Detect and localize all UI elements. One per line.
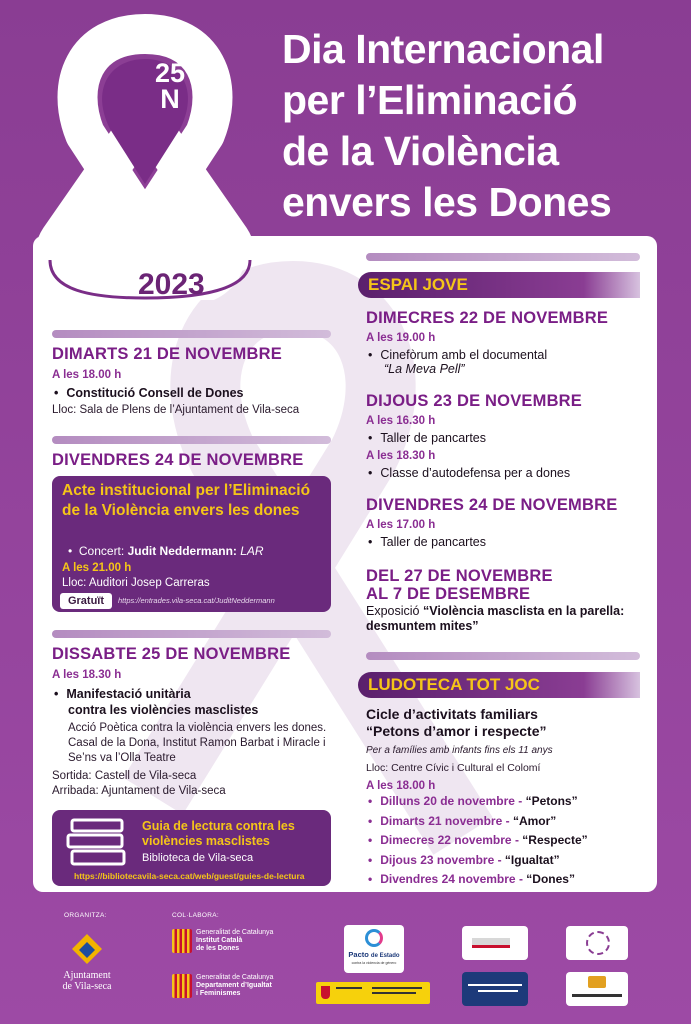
year: 2023 — [138, 268, 205, 301]
gobierno-band — [336, 987, 362, 989]
badge-number: 25 — [154, 58, 186, 88]
time-label: A les 18.30 h — [52, 669, 122, 681]
list-item — [366, 833, 588, 853]
gen1-line-b: Institut Català — [196, 937, 243, 944]
spain-shield-icon — [321, 986, 330, 999]
tickets-link[interactable]: https://entrades.vila-seca.cat/JuditNeddermann — [118, 596, 275, 605]
day-heading-dimarts-21: DIMARTS 21 DE NOVEMBRE — [52, 345, 282, 363]
time-label: A les 19.00 h — [366, 332, 436, 344]
title-line-3: de la Violència — [282, 128, 559, 174]
ajuntament-line-2: de Vila-seca — [62, 981, 112, 992]
gen2-line-b: Departament d’Igualtat — [196, 982, 272, 989]
departament-igualtat-logo-text — [196, 974, 273, 998]
day-heading-del-27: DEL 27 DE NOVEMBRE — [366, 567, 553, 585]
start-point: Sortida: Castell de Vila-seca — [52, 770, 197, 782]
day-heading-divendres-24: DIVENDRES 24 DE NOVEMBRE — [52, 451, 304, 469]
concert-line: • Concert: Judit Neddermann: LAR — [68, 544, 264, 558]
organitza-label: ORGANITZA: — [64, 912, 107, 919]
film-title: “La Meva Pell” — [384, 362, 465, 376]
separator: - — [511, 833, 523, 847]
activity-name: “Dones” — [526, 872, 575, 886]
biblioteca-vila-seca-logo — [462, 926, 528, 960]
concert-artist: Judit Neddermann: — [127, 544, 241, 558]
separator: - — [502, 813, 513, 828]
pacto-estado-logo — [344, 925, 404, 973]
badge-letter: N — [160, 84, 180, 114]
separator-bar — [366, 652, 640, 660]
time-label: A les 16.30 h — [366, 415, 436, 427]
day-heading-divendres-24-jove: DIVENDRES 24 DE NOVEMBRE — [366, 496, 618, 514]
reading-guide-title: Guia de lectura contra les violències masclistes — [142, 819, 295, 848]
event-description: Se’ns va l’Olla Teatre — [68, 752, 176, 764]
event-description: Acció Poètica contra la violència envers les dones. — [68, 722, 327, 734]
separator: - — [494, 852, 505, 867]
badge-25n — [140, 60, 200, 112]
list-item — [366, 814, 588, 834]
auditori-line — [468, 984, 522, 986]
event-item: • Classe d’autodefensa per a dones — [368, 466, 570, 480]
auditori-josep-carreras-logo — [462, 972, 528, 1006]
day-heading-al-7: AL 7 DE DESEMBRE — [366, 585, 531, 603]
acte-title: Acte institucional per l’Eliminació de la Violència envers les dones — [62, 482, 311, 519]
activity-date: Dijous 23 novembre — [380, 852, 495, 867]
pacto-word: de Estado — [370, 953, 400, 959]
day-heading-dijous-23: DIJOUS 23 DE NOVEMBRE — [366, 392, 583, 410]
ludoteca-place: Lloc: Centre Cívic i Cultural el Colomí — [366, 762, 541, 774]
pacto-line-2: contra la violencia de género — [351, 961, 397, 965]
gobierno-espana-logo — [316, 982, 430, 1004]
separator-bar — [366, 253, 640, 261]
ministerio-band — [372, 992, 416, 994]
reading-guide-library: Biblioteca de Vila-seca — [142, 852, 254, 864]
event-item: • Taller de pancartes — [368, 535, 486, 549]
institut-dones-logo-text — [196, 929, 273, 953]
ajuntament-line-1: Ajuntament — [63, 970, 111, 981]
activity-name: “Amor” — [512, 813, 557, 828]
event-item: • Taller de pancartes — [368, 431, 486, 445]
casal-dona-logo — [566, 926, 628, 960]
list-item — [366, 853, 588, 873]
reading-guide-link[interactable]: https://bibliotecavila-seca.cat/web/guest/guies-de-lectura — [74, 871, 305, 881]
day-heading-dissabte-25: DISSABTE 25 DE NOVEMBRE — [52, 645, 291, 663]
event-item: • Cinefòrum amb el documental — [368, 348, 547, 362]
ludoteca-heading: LUDOTECA TOT JOC — [358, 672, 640, 698]
time-label: A les 18.00 h — [52, 369, 122, 381]
list-item — [366, 794, 588, 814]
books-icon — [66, 816, 130, 868]
title-line-1: Dia Internacional — [282, 26, 604, 72]
activity-date: Dilluns 20 de novembre — [380, 794, 515, 808]
activity-name: “Petons” — [525, 794, 578, 808]
event-item-continued: contra les violències masclistes — [68, 703, 259, 717]
page-title — [282, 24, 682, 228]
end-point: Arribada: Ajuntament de Vila-seca — [52, 785, 226, 797]
gen1-line-a: Generalitat de Catalunya — [196, 929, 274, 936]
separator: - — [514, 794, 526, 808]
free-badge: Gratuït — [60, 593, 112, 609]
time-label: A les 17.00 h — [366, 519, 436, 531]
exhibition-label: Exposició — [366, 604, 423, 618]
espai-jove-heading: ESPAI JOVE — [358, 272, 640, 298]
acte-place: Lloc: Auditori Josep Carreras — [62, 577, 210, 589]
pacto-circle-icon — [365, 929, 383, 947]
ludoteca-cycle-title — [366, 706, 547, 740]
ludoteca-cycle-line-2: “Petons d’amor i respecte” — [366, 723, 547, 739]
concert-label: Concert: — [78, 544, 128, 558]
activity-date: Dimecres 22 novembre — [380, 833, 512, 847]
exhibition-line — [366, 604, 624, 618]
title-line-2: per l’Eliminació — [282, 77, 578, 123]
exhibition-title-continued: desmuntem mites” — [366, 619, 479, 633]
concert-work: LAR — [240, 544, 264, 558]
ludoteca-cycle-line-1: Cicle d’activitats familiars — [366, 706, 538, 722]
collabora-label: COL·LABORA: — [172, 912, 220, 919]
separator-bar — [52, 330, 331, 338]
acte-institucional-box — [52, 476, 331, 612]
title-line-4: envers les Dones — [282, 179, 612, 225]
vila-seca-logo-icon — [70, 932, 104, 966]
day-heading-dimecres-22: DIMECRES 22 DE NOVEMBRE — [366, 309, 609, 327]
separator-bar — [52, 630, 331, 638]
activity-date: Dimarts 21 novembre — [380, 813, 503, 828]
gen2-line-c: i Feminismes — [196, 990, 241, 997]
time-label: A les 18.00 h — [366, 780, 436, 792]
biblioteca-red-bar — [472, 938, 510, 948]
activity-name: “Igualtat” — [504, 852, 560, 867]
ludoteca-audience: Per a famílies amb infants fins els 11 anys — [366, 745, 553, 756]
institut-ramon-barbat-logo — [566, 972, 628, 1006]
casal-circle-icon — [586, 931, 610, 955]
catalan-flag-icon — [172, 974, 192, 998]
ludoteca-activity-list — [366, 794, 588, 892]
catalan-flag-icon — [172, 929, 192, 953]
list-item — [366, 872, 588, 892]
time-label: A les 18.30 h — [366, 450, 436, 462]
pacto-word: Pacto — [348, 950, 369, 959]
auditori-line — [478, 990, 518, 992]
activity-date: Divendres 24 novembre — [380, 872, 516, 886]
institut-text-band — [572, 994, 622, 997]
acte-time: A les 21.00 h — [62, 562, 132, 574]
event-item: • Manifestació unitària — [54, 687, 191, 701]
ministerio-band — [372, 987, 422, 989]
ajuntament-logo-text — [52, 970, 122, 992]
activity-name: “Respecte” — [522, 833, 588, 847]
event-item: • Constitució Consell de Dones — [54, 386, 244, 400]
gen1-line-c: de les Dones — [196, 945, 240, 952]
event-place: Lloc: Sala de Plens de l’Ajuntament de Vila-seca — [52, 404, 300, 416]
event-description: Casal de la Dona, Institut Ramon Barbat i Miracle i — [68, 737, 326, 749]
reading-guide-box — [52, 810, 331, 886]
pacto-line-1 — [344, 950, 404, 959]
institut-icon — [588, 976, 606, 988]
separator: - — [515, 872, 527, 886]
separator-bar — [52, 436, 331, 444]
exhibition-title: “Violència masclista en la parella: — [422, 604, 625, 618]
gen2-line-a: Generalitat de Catalunya — [196, 974, 274, 981]
